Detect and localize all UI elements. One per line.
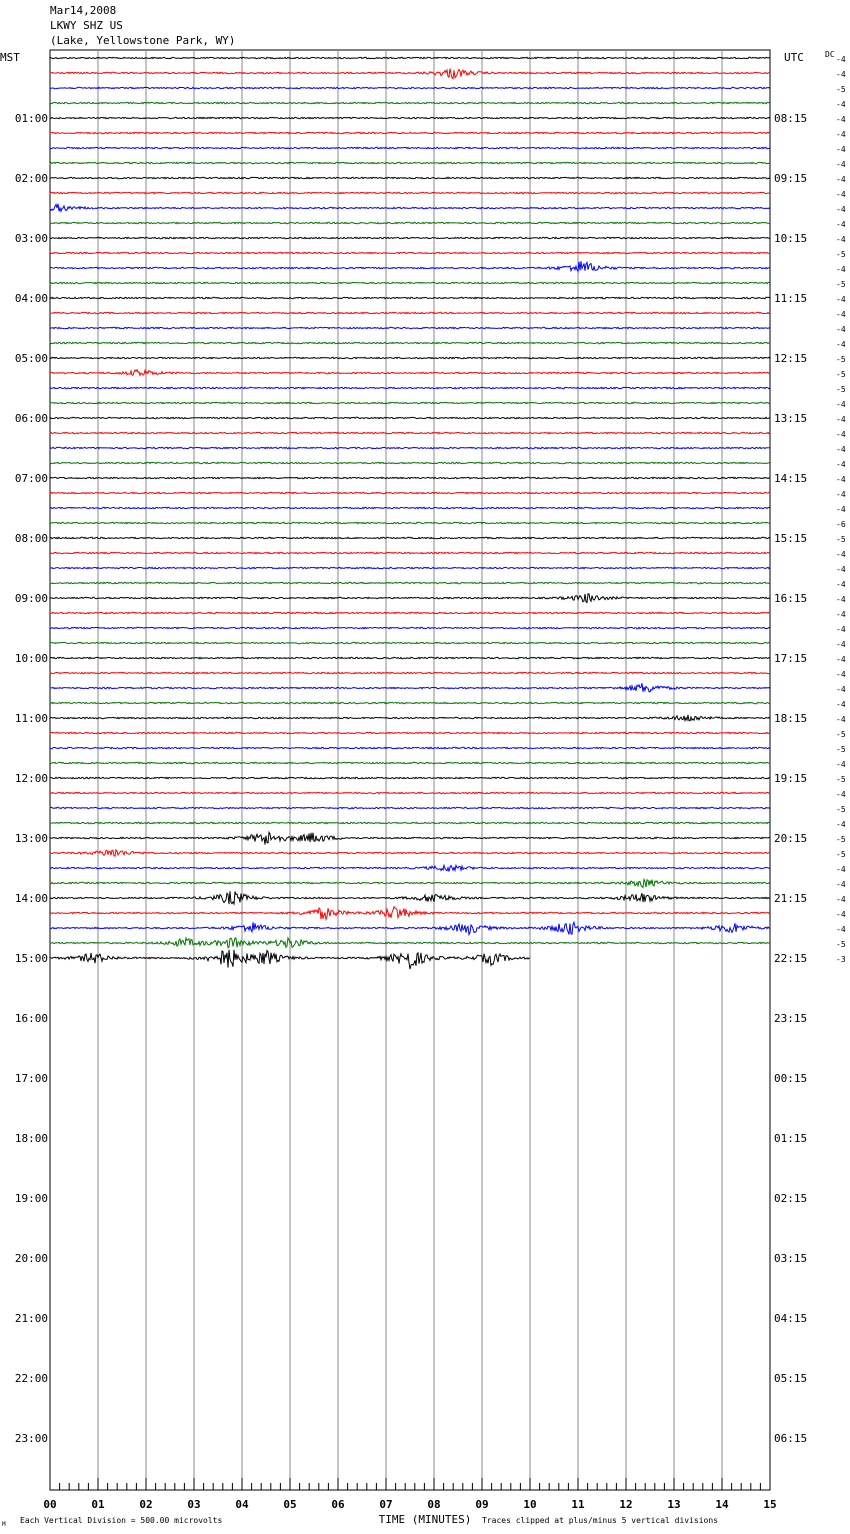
x-tick-label: 12 [619, 1498, 633, 1511]
seismic-trace [50, 117, 770, 118]
dc-offset-label: -4 [836, 820, 846, 829]
dc-offset-label: -5 [836, 805, 846, 814]
dc-offset-label: -4 [836, 130, 846, 139]
x-tick-label: 10 [523, 1498, 537, 1511]
seismic-trace [50, 297, 770, 298]
dc-offset-label: -4 [836, 670, 846, 679]
seismic-trace [50, 715, 770, 721]
plot-frame [50, 50, 770, 1490]
dc-offset-label: -4 [836, 205, 846, 214]
dc-offset-label: -4 [836, 460, 846, 469]
hour-label-left: 22:00 [14, 1372, 48, 1385]
seismic-trace [50, 432, 770, 433]
dc-offset-label: -4 [836, 790, 846, 799]
dc-offset-label: -4 [836, 325, 846, 334]
dc-offset-label: -4 [836, 175, 846, 184]
dc-offset-label: -4 [836, 685, 846, 694]
seismic-trace [50, 312, 770, 313]
dc-offset-label: -4 [836, 145, 846, 154]
x-tick-label: 13 [667, 1498, 681, 1511]
dc-offset-label: -4 [836, 190, 846, 199]
hour-label-right: 18:15 [774, 712, 808, 725]
dc-offset-label: -5 [836, 940, 846, 949]
seismic-trace [50, 342, 770, 343]
hour-label-left: 13:00 [14, 832, 48, 845]
seismic-trace [50, 327, 770, 328]
x-tick-label: 11 [571, 1498, 585, 1511]
dc-offset-label: -5 [836, 385, 846, 394]
dc-offset-label: -4 [836, 310, 846, 319]
dc-label: DC [825, 50, 835, 59]
dc-offset-label: -4 [836, 760, 846, 769]
seismic-trace [50, 627, 770, 628]
hour-label-right: 12:15 [774, 352, 808, 365]
x-tick-label: 00 [43, 1498, 57, 1511]
seismic-trace [50, 370, 770, 376]
hour-label-right: 22:15 [774, 952, 808, 965]
hour-label-right: 01:15 [774, 1132, 808, 1145]
dc-offset-label: -4 [836, 70, 846, 79]
dc-offset-label: -4 [836, 445, 846, 454]
hour-label-right: 14:15 [774, 472, 808, 485]
seismic-trace [50, 807, 770, 808]
hour-label-right: 02:15 [774, 1192, 808, 1205]
seismic-trace [50, 850, 770, 856]
hour-label-right: 11:15 [774, 292, 808, 305]
record-date: Mar14,2008 [50, 4, 117, 17]
hour-label-left: 09:00 [14, 592, 48, 605]
dc-offset-label: -4 [836, 550, 846, 559]
hour-label-left: 16:00 [14, 1012, 48, 1025]
dc-offset-label: -4 [836, 295, 846, 304]
hour-label-left: 05:00 [14, 352, 48, 365]
hour-label-left: 15:00 [14, 952, 48, 965]
x-tick-label: 01 [91, 1498, 105, 1511]
dc-offset-label: -4 [836, 475, 846, 484]
hour-label-right: 05:15 [774, 1372, 808, 1385]
dc-offset-label: -5 [836, 370, 846, 379]
dc-offset-label: -4 [836, 580, 846, 589]
seismic-trace [50, 387, 770, 388]
hour-label-left: 17:00 [14, 1072, 48, 1085]
hour-label-left: 19:00 [14, 1192, 48, 1205]
seismic-trace [50, 762, 770, 763]
seismic-trace [50, 87, 770, 88]
hour-label-right: 16:15 [774, 592, 808, 605]
dc-offset-label: -4 [836, 865, 846, 874]
x-tick-label: 07 [379, 1498, 393, 1511]
dc-offset-label: -4 [836, 895, 846, 904]
dc-offset-label: -6 [836, 520, 846, 529]
station-location: (Lake, Yellowstone Park, WY) [50, 34, 236, 47]
clipping-note: Traces clipped at plus/minus 5 vertical divisions [482, 1516, 719, 1525]
seismic-trace [50, 57, 770, 58]
hour-label-left: 06:00 [14, 412, 48, 425]
seismic-trace [50, 102, 770, 103]
seismic-trace [50, 612, 770, 613]
dc-offset-label: -3 [836, 955, 846, 964]
dc-offset-label: -4 [836, 655, 846, 664]
seismic-trace [50, 162, 770, 163]
hour-label-right: 00:15 [774, 1072, 808, 1085]
seismic-trace [50, 522, 770, 523]
dc-offset-label: -4 [836, 100, 846, 109]
seismic-trace [50, 582, 770, 583]
seismic-trace [50, 683, 770, 692]
station-code: LKWY SHZ US [50, 19, 123, 32]
dc-offset-label: -4 [836, 640, 846, 649]
seismic-trace [50, 492, 770, 493]
hour-label-left: 12:00 [14, 772, 48, 785]
dc-offset-label: -5 [836, 355, 846, 364]
seismic-trace [50, 642, 770, 643]
seismic-trace [50, 732, 770, 733]
dc-offset-label: -4 [836, 340, 846, 349]
seismic-trace [50, 477, 770, 478]
dc-offset-label: -4 [836, 400, 846, 409]
seismic-trace [50, 192, 770, 193]
seismic-trace [50, 417, 770, 418]
dc-offset-label: -4 [836, 265, 846, 274]
seismic-trace [50, 922, 770, 934]
seismic-trace [50, 282, 770, 283]
hour-label-left: 02:00 [14, 172, 48, 185]
x-tick-label: 05 [283, 1498, 297, 1511]
hour-label-left: 03:00 [14, 232, 48, 245]
dc-offset-label: -4 [836, 565, 846, 574]
seismic-trace [50, 657, 770, 658]
seismic-trace [50, 594, 770, 603]
seismic-trace [50, 880, 770, 888]
seismic-trace [50, 907, 770, 920]
hour-label-right: 23:15 [774, 1012, 808, 1025]
dc-offset-label: -4 [836, 220, 846, 229]
hour-label-right: 03:15 [774, 1252, 808, 1265]
hour-label-right: 21:15 [774, 892, 808, 905]
hour-label-left: 01:00 [14, 112, 48, 125]
hour-label-right: 06:15 [774, 1432, 808, 1445]
hour-label-right: 04:15 [774, 1312, 808, 1325]
dc-offset-label: -4 [836, 625, 846, 634]
seismic-trace [50, 462, 770, 463]
seismic-trace [50, 132, 770, 133]
x-tick-label: 06 [331, 1498, 345, 1511]
dc-offset-label: -4 [836, 715, 846, 724]
hour-label-right: 20:15 [774, 832, 808, 845]
seismic-trace [50, 822, 770, 823]
seismic-trace [50, 747, 770, 748]
vertical-division-note: Each Vertical Division = 500.00 microvolts [20, 1516, 223, 1525]
right-timezone-label: UTC [784, 51, 804, 64]
dc-offset-label: -4 [836, 415, 846, 424]
hour-label-right: 15:15 [774, 532, 808, 545]
x-axis-title: TIME (MINUTES) [378, 1513, 472, 1526]
dc-offset-label: -4 [836, 490, 846, 499]
dc-offset-label: -5 [836, 745, 846, 754]
dc-offset-label: -4 [836, 430, 846, 439]
x-tick-label: 08 [427, 1498, 441, 1511]
hour-label-left: 11:00 [14, 712, 48, 725]
hour-label-left: 23:00 [14, 1432, 48, 1445]
hour-label-left: 18:00 [14, 1132, 48, 1145]
seismic-trace [50, 357, 770, 358]
seismic-trace [50, 204, 770, 212]
dc-offset-label: -5 [836, 535, 846, 544]
seismic-trace [50, 891, 770, 904]
corner-mark: M [2, 1521, 6, 1528]
dc-offset-label: -5 [836, 730, 846, 739]
hour-label-left: 04:00 [14, 292, 48, 305]
dc-offset-label: -5 [836, 775, 846, 784]
seismic-trace [50, 777, 770, 778]
dc-offset-label: -4 [836, 880, 846, 889]
hour-label-left: 10:00 [14, 652, 48, 665]
seismic-trace [50, 938, 770, 948]
seismic-trace [50, 702, 770, 703]
hour-label-right: 17:15 [774, 652, 808, 665]
x-tick-label: 15 [763, 1498, 777, 1511]
left-timezone-label: MST [0, 51, 20, 64]
x-tick-label: 03 [187, 1498, 201, 1511]
dc-offset-label: -4 [836, 505, 846, 514]
hour-label-left: 14:00 [14, 892, 48, 905]
seismic-trace [50, 865, 770, 871]
hour-label-left: 08:00 [14, 532, 48, 545]
seismic-trace [50, 507, 770, 508]
seismic-trace [50, 222, 770, 223]
seismic-trace [50, 672, 770, 673]
seismic-trace [50, 567, 770, 568]
hour-label-left: 21:00 [14, 1312, 48, 1325]
x-tick-label: 14 [715, 1498, 729, 1511]
hour-label-right: 13:15 [774, 412, 808, 425]
dc-offset-label: -5 [836, 85, 846, 94]
hour-label-right: 09:15 [774, 172, 808, 185]
seismic-trace [50, 792, 770, 793]
seismic-trace [50, 147, 770, 148]
dc-offset-label: -4 [836, 235, 846, 244]
hour-label-right: 19:15 [774, 772, 808, 785]
seismic-trace [50, 832, 770, 844]
dc-offset-label: -5 [836, 835, 846, 844]
dc-offset-label: -4 [836, 925, 846, 934]
dc-offset-label: -4 [836, 55, 846, 64]
seismic-trace [50, 69, 770, 79]
dc-offset-label: -4 [836, 910, 846, 919]
dc-offset-label: -4 [836, 595, 846, 604]
hour-label-left: 07:00 [14, 472, 48, 485]
hour-label-left: 20:00 [14, 1252, 48, 1265]
x-tick-label: 09 [475, 1498, 489, 1511]
seismic-trace [50, 537, 770, 538]
dc-offset-label: -4 [836, 160, 846, 169]
x-tick-label: 02 [139, 1498, 153, 1511]
dc-offset-label: -4 [836, 115, 846, 124]
dc-offset-label: -4 [836, 610, 846, 619]
dc-offset-label: -5 [836, 850, 846, 859]
x-tick-label: 04 [235, 1498, 249, 1511]
seismic-trace [50, 261, 770, 271]
seismic-trace [50, 447, 770, 448]
hour-label-right: 10:15 [774, 232, 808, 245]
seismic-trace [50, 402, 770, 403]
hour-label-right: 08:15 [774, 112, 808, 125]
dc-offset-label: -5 [836, 250, 846, 259]
seismic-trace [50, 552, 770, 553]
seismic-trace [50, 237, 770, 238]
dc-offset-label: -4 [836, 700, 846, 709]
seismic-trace [50, 177, 770, 178]
seismic-trace [50, 252, 770, 253]
dc-offset-label: -5 [836, 280, 846, 289]
